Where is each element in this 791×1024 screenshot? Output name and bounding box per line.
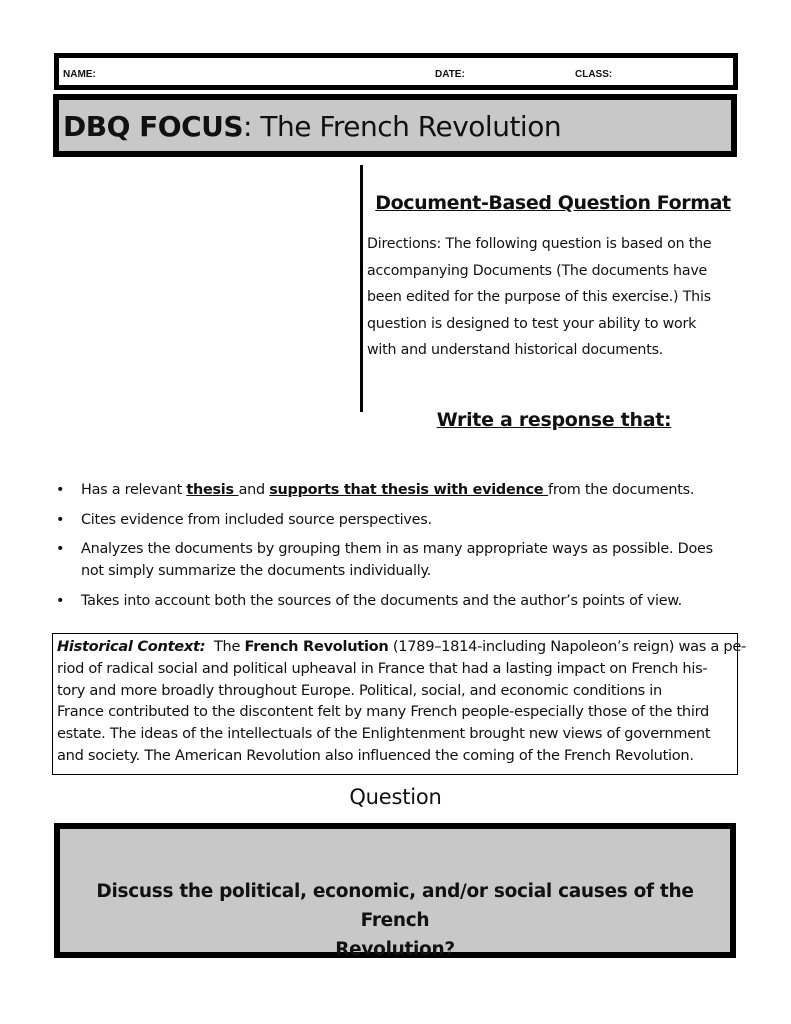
student-info-bar bbox=[54, 53, 738, 90]
bullet-icon: • bbox=[56, 541, 65, 557]
bullet-text: Has a relevant bbox=[81, 482, 187, 498]
bullet-icon: • bbox=[56, 482, 65, 498]
list-item bbox=[56, 509, 746, 531]
question-heading: Question bbox=[349, 785, 442, 809]
name-label: NAME: bbox=[63, 69, 96, 80]
question-text bbox=[60, 877, 730, 964]
context-line: tory and more broadly throughout Europe. Political, social, and economic conditions in bbox=[57, 681, 662, 699]
bullet-text: not simply summarize the documents individually. bbox=[81, 563, 431, 579]
directions-line: with and understand historical documents. bbox=[367, 342, 664, 358]
bullet-icon: • bbox=[56, 592, 65, 609]
context-line: estate. The ideas of the intellectuals of the Enlightenment brought new views of government bbox=[57, 725, 711, 743]
context-line: France contributed to the discontent felt by many French people-especially those of the third bbox=[57, 703, 709, 721]
directions-line: question is designed to test your ability to work bbox=[367, 315, 697, 332]
list-item bbox=[56, 538, 746, 582]
context-text: The bbox=[205, 638, 245, 655]
directions-text bbox=[367, 231, 737, 364]
bullet-text: and bbox=[238, 482, 270, 498]
context-label: Historical Context bbox=[57, 638, 200, 655]
context-line bbox=[57, 636, 747, 658]
historical-context-box bbox=[52, 633, 747, 775]
requirements-list bbox=[56, 479, 746, 619]
bullet-text: Cites evidence from included source perspectives. bbox=[81, 511, 432, 528]
question-line: Revolution? bbox=[335, 939, 455, 960]
bullet-icon: • bbox=[56, 511, 65, 528]
vertical-divider bbox=[360, 165, 363, 412]
context-line: and society. The American Revolution also influenced the coming of the French Revolution. bbox=[57, 746, 694, 764]
context-term: French Revolution bbox=[244, 638, 389, 655]
response-heading: Write a response that: bbox=[436, 409, 672, 431]
bullet-text: Takes into account both the sources of the documents and the author’s points of view. bbox=[81, 592, 682, 609]
page-title bbox=[63, 110, 561, 143]
date-label: DATE: bbox=[435, 69, 465, 80]
thesis-term: thesis bbox=[186, 482, 239, 498]
class-label: CLASS: bbox=[575, 69, 613, 80]
format-heading: Document-Based Question Format bbox=[375, 192, 731, 214]
question-box bbox=[54, 823, 736, 958]
context-text: (1789–1814-including Napoleon’s reign) was a pe- bbox=[388, 638, 747, 655]
directions-line: Directions: The following question is based on the bbox=[367, 236, 712, 252]
list-item bbox=[56, 479, 746, 501]
question-line: Discuss the political, economic, and/or social causes of the French bbox=[96, 881, 694, 931]
bullet-text: from the documents. bbox=[548, 482, 695, 498]
list-item bbox=[56, 590, 746, 612]
supports-term: supports that thesis with evidence bbox=[269, 482, 549, 498]
context-colon: : bbox=[199, 638, 206, 655]
title-banner bbox=[53, 94, 737, 157]
context-line: riod of radical social and political upheaval in France that had a lasting impact on French his- bbox=[57, 659, 708, 677]
title-bold: DBQ FOCUS bbox=[63, 110, 244, 143]
directions-line: accompanying Documents (The documents have bbox=[367, 262, 708, 279]
bullet-text: Analyzes the documents by grouping them in as many appropriate ways as possible. Does bbox=[81, 541, 713, 557]
directions-line: been edited for the purpose of this exercise.) This bbox=[367, 289, 711, 305]
title-rest: : The French Revolution bbox=[243, 110, 562, 143]
